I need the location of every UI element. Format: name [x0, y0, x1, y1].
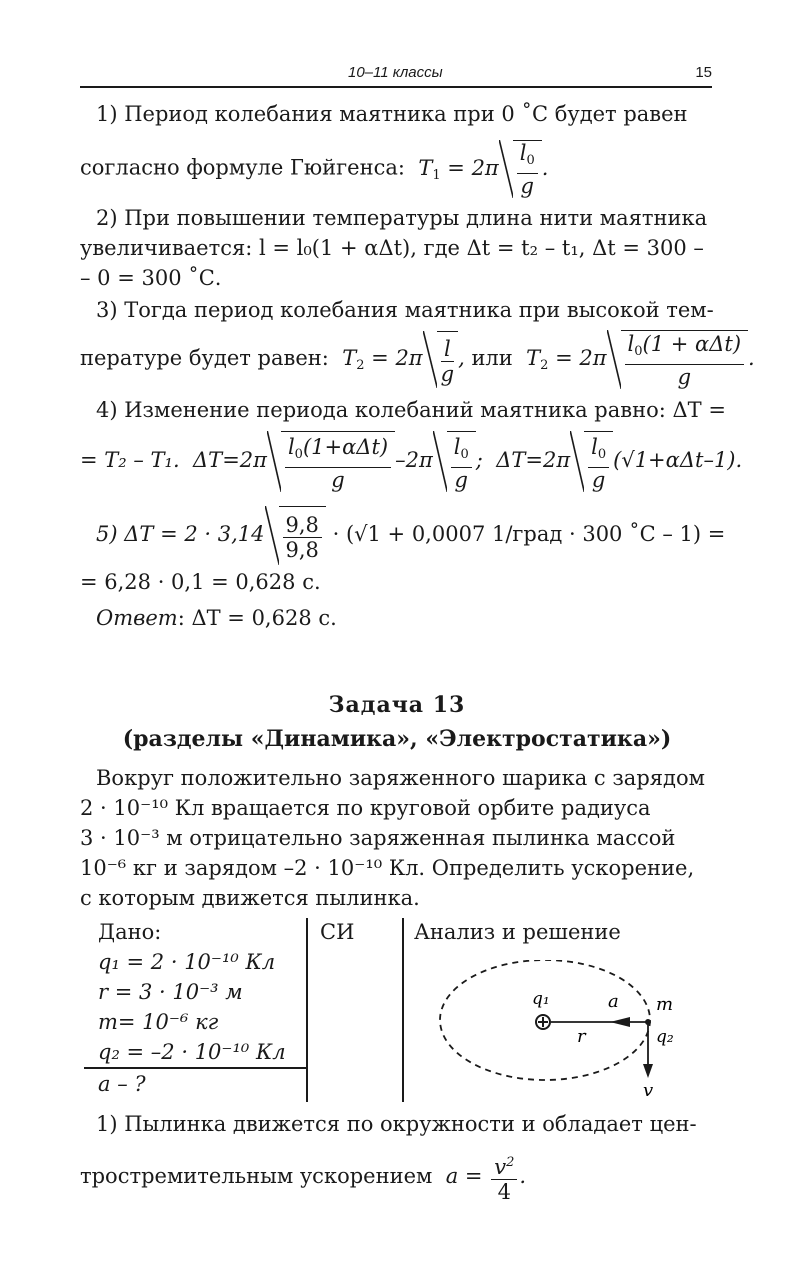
find-a: a – ? [98, 1072, 146, 1096]
solution-line2: тростремительным ускорением a = $\frac{v^2}{4}$ . [80, 1146, 526, 1206]
problem-line-3: 3 · 10⁻³ м отрицательно заряженная пылинка массой [80, 826, 676, 850]
label-a: a [608, 991, 619, 1012]
step2-line3: – 0 = 300 ˚С. [80, 266, 222, 290]
given-q2: q₂ = –2 · 10⁻¹⁰ Кл [98, 1040, 286, 1064]
solution-line1: 1) Пылинка движется по окружности и обладает цен- [96, 1112, 697, 1136]
grade-label: 10–11 классы [348, 64, 443, 81]
problem-line-2: 2 · 10⁻¹⁰ Кл вращается по круговой орбите радиуса [80, 796, 651, 820]
table-find-rule [84, 1067, 308, 1069]
velocity-arrow [643, 1064, 653, 1078]
given-q1: q₁ = 2 · 10⁻¹⁰ Кл [98, 950, 276, 974]
given-r: r = 3 · 10⁻³ м [98, 980, 243, 1004]
page-number: 15 [695, 64, 712, 81]
problem-line-1: Вокруг положительно заряженного шарика с зарядом [96, 766, 705, 790]
page-header [80, 62, 712, 88]
formula-t1: $T_1 = 2\pi$ $\frac{l_0}{g}$ . [411, 141, 549, 198]
problem-line-4: 10⁻⁶ кг и зарядом –2 · 10⁻¹⁰ Кл. Определить ускорение, [80, 856, 695, 880]
problem-title: Задача 13 [328, 692, 466, 718]
step3-line1: 3) Тогда период колебания маятника при высокой тем- [96, 298, 714, 322]
problem-subtitle: (разделы «Динамика», «Электростатика») [122, 726, 672, 752]
label-q1: q₁ [532, 989, 550, 1009]
label-v: v [643, 1080, 654, 1100]
answer-line: Ответ: ΔT = 0,628 с. [96, 606, 337, 630]
step4-line2: = T₂ – T₁. ΔT=2π $\frac{l_0(1+\alpha\Delta t)}{g}$ –2π $\frac{l_0}{g}$ ; ΔT=2π $\frac{l_0}{g}$ (√1+αΔt–1). [80, 430, 742, 492]
orbit-diagram [420, 960, 720, 1100]
given-m: m= 10⁻⁶ кг [98, 1010, 219, 1034]
problem-line-5: с которым движется пылинка. [80, 886, 420, 910]
acceleration-arrow [610, 1017, 630, 1027]
si-header: СИ [320, 920, 355, 944]
label-m: m [656, 994, 674, 1015]
step3-line2: пературе будет равен: $T_2 = 2\pi$ $\frac{l}{g}$ , или $T_2 = 2\pi$ $\frac{l_0(1 + \alpha\Delta t)}{g}$ . [80, 332, 755, 389]
step4-line1: 4) Изменение периода колебаний маятника равно: ΔT = [96, 398, 726, 422]
step5-result: = 6,28 · 0,1 = 0,628 с. [80, 570, 321, 594]
step5-line1: 5) ΔT = 2 · 3,14 $\frac{9,8}{9,8}$ · (√1 + 0,0007 1/град · 300 ˚С – 1) = [96, 505, 725, 565]
table-divider-2 [402, 918, 404, 1102]
table-divider-1 [306, 918, 308, 1102]
analysis-header: Анализ и решение [414, 920, 621, 944]
step2-line1: 2) При повышении температуры длина нити маятника [96, 206, 708, 230]
step1-line1: 1) Период колебания маятника при 0 ˚С будет равен [96, 102, 688, 126]
step2-line2: увеличивается: l = l₀(1 + αΔt), где Δt = t₂ – t₁, Δt = 300 – [80, 236, 704, 260]
given-header: Дано: [98, 920, 162, 944]
step1-line2: согласно формуле Гюйгенса: $T_1 = 2\pi$ $\frac{l_0}{g}$ . [80, 141, 549, 198]
label-r: r [577, 1026, 586, 1047]
label-q2: q₂ [656, 1027, 674, 1047]
